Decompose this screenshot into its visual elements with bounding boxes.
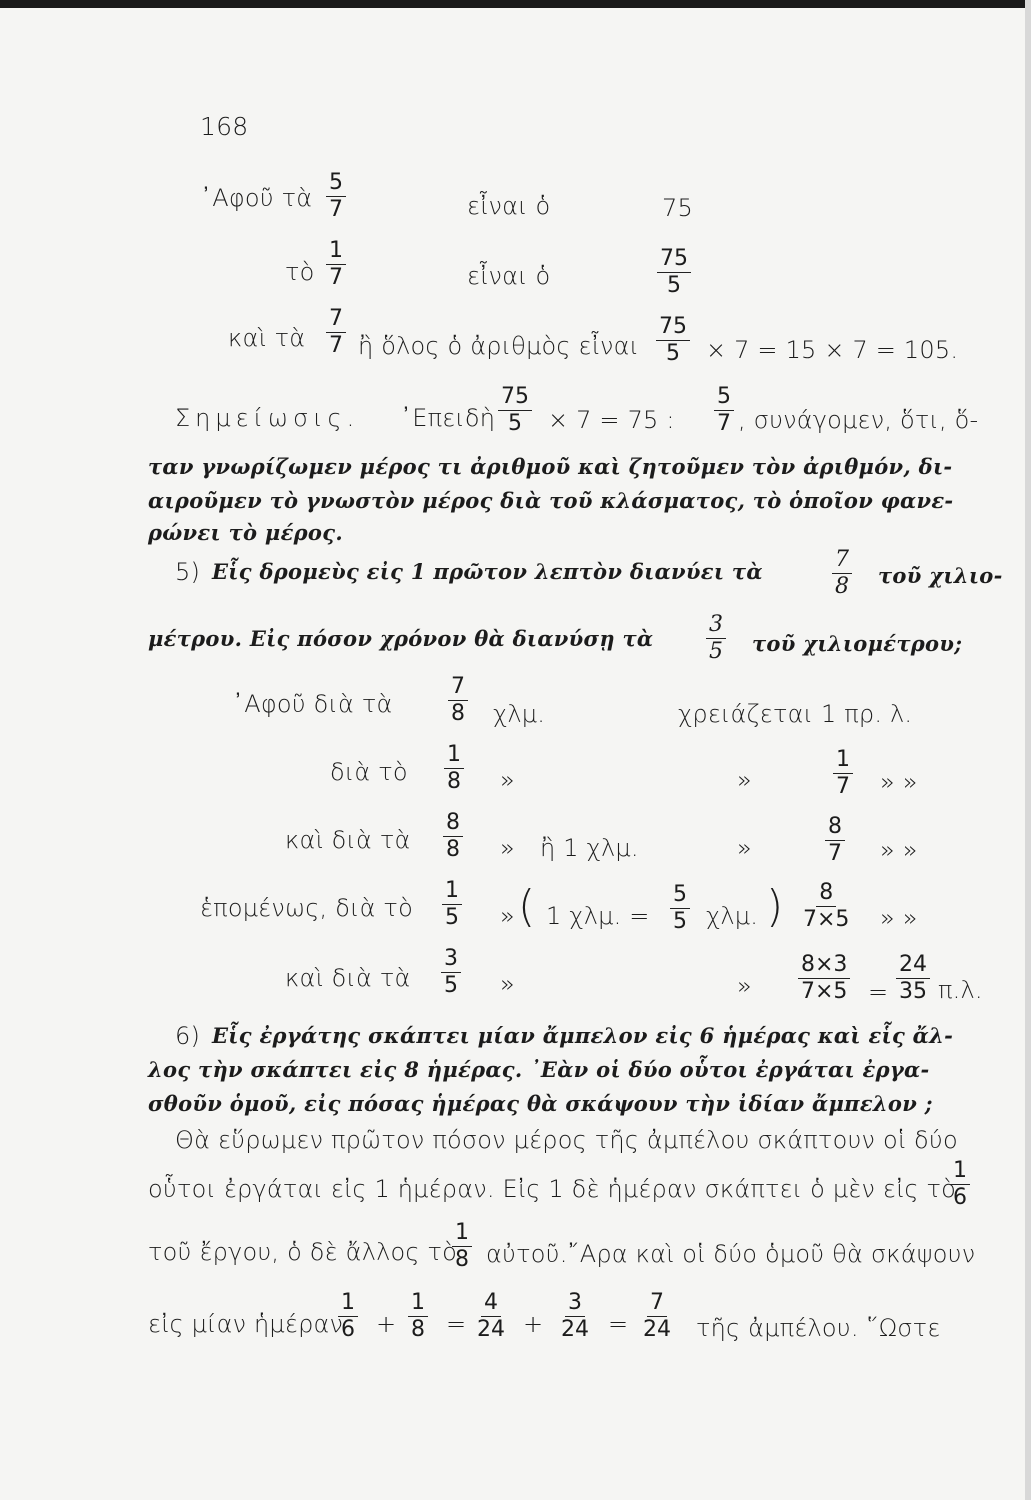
problem6-line6-fraction <box>452 1222 472 1271</box>
table-r4-lead: ἑπομένως, διὰ τὸ <box>200 894 413 922</box>
table-r2-fraction <box>444 744 464 793</box>
numerator: 7 <box>326 308 346 333</box>
numerator: 1 <box>833 749 853 774</box>
table-r5-ditto: » <box>500 970 515 998</box>
denominator: 7 <box>329 197 343 222</box>
numerator: 24 <box>896 954 930 979</box>
table-r4-ditto: » <box>500 902 515 930</box>
plus-sign-1: + <box>376 1310 397 1338</box>
numerator: 1 <box>950 1160 970 1185</box>
problem6-line-6a: τοῦ ἔργου, ὁ δὲ ἄλλος τὸ <box>148 1238 458 1266</box>
denominator: 5 <box>673 909 687 934</box>
table-r3-result <box>825 816 845 865</box>
table-r5-result-2 <box>896 954 930 1003</box>
table-r2-ditto-pair: » » <box>880 768 918 796</box>
numerator: 75 <box>656 316 690 341</box>
numerator: 3 <box>565 1292 585 1317</box>
b1-r2-value-fraction <box>657 248 691 297</box>
denominator: 5 <box>445 905 459 930</box>
b1-r1-fraction <box>326 172 346 221</box>
numerator: 75 <box>498 386 532 411</box>
b1-r3-fraction <box>326 308 346 357</box>
b1-r2-lead: τὸ <box>285 258 315 286</box>
denominator: 35 <box>899 979 927 1004</box>
numerator: 1 <box>442 880 462 905</box>
numerator: 1 <box>326 240 346 265</box>
table-r3-ditto-2: » <box>737 834 752 862</box>
numerator: 8×3 <box>798 954 850 979</box>
numerator: 1 <box>444 744 464 769</box>
denominator: 7 <box>329 333 343 358</box>
close-parenthesis: ) <box>766 881 784 932</box>
table-r3-lead: καὶ διὰ τὰ <box>285 826 411 854</box>
table-r5-result-1 <box>798 954 850 1003</box>
denominator: 24 <box>477 1317 505 1342</box>
denominator: 24 <box>643 1317 671 1342</box>
denominator: 6 <box>953 1185 967 1210</box>
scan-top-border <box>0 0 1031 8</box>
table-r3-fraction <box>443 812 463 861</box>
table-r5-fraction <box>441 948 461 997</box>
note-line-2: ταν γνωρίζωμεν μέρος τι ἀριθμοῦ καὶ ζητοῦμεν τὸν ἀριθμόν, δι- <box>148 454 953 479</box>
table-r5-unit: π.λ. <box>938 976 983 1004</box>
table-r4-result <box>800 882 852 931</box>
denominator: 7×5 <box>801 979 848 1004</box>
numerator: 75 <box>657 248 691 273</box>
b1-r2-mid: εἶναι ὁ <box>467 262 551 290</box>
equals-sign-1: = <box>446 1310 467 1338</box>
table-r2-ditto-2: » <box>737 766 752 794</box>
problem6-line-7b: τῆς ἀμπέλου. ῞Ωστε <box>696 1314 941 1342</box>
numerator: 5 <box>714 386 734 411</box>
sum-fraction-1 <box>338 1292 358 1341</box>
b1-r3-value-fraction <box>656 316 690 365</box>
denominator: 8 <box>447 769 461 794</box>
numerator: 1 <box>452 1222 472 1247</box>
table-r1-fraction <box>448 676 468 725</box>
numerator: 4 <box>481 1292 501 1317</box>
note-label: Σημείωσις. <box>175 404 360 432</box>
note-tail: , συνάγομεν, ὅτι, ὅ- <box>738 406 979 434</box>
note-lead: ᾿Επειδὴ <box>400 404 496 432</box>
problem6-line-2: λος τὴν σκάπτει εἰς 8 ἡμέρας. ᾿Εὰν οἱ δύο οὗτοι ἐργάται ἐργα- <box>148 1057 930 1082</box>
note-mid: × 7 = 75 : <box>548 406 675 434</box>
numerator: 7 <box>832 549 852 574</box>
table-r5-equals: = <box>868 978 889 1006</box>
note-line-4: ρώνει τὸ μέρος. <box>148 520 343 545</box>
scan-right-edge <box>1025 0 1031 1500</box>
note-fraction-1 <box>498 386 532 435</box>
b1-r2-fraction <box>326 240 346 289</box>
numerator: 8 <box>816 882 836 907</box>
numerator: 1 <box>408 1292 428 1317</box>
problem6-number: 6) <box>175 1022 201 1050</box>
problem6-line-3: σθοῦν ὁμοῦ, εἰς πόσας ἡμέρας θὰ σκάψουν τὴν ἰδίαν ἄμπελον ; <box>148 1091 933 1116</box>
table-r2-result <box>833 749 853 798</box>
denominator: 8 <box>446 837 460 862</box>
table-r1-lead: ᾿Αφοῦ διὰ τὰ <box>232 690 393 718</box>
table-r3-ditto: » <box>500 834 515 862</box>
table-r1-right: χρειάζεται 1 πρ. λ. <box>678 700 913 728</box>
sum-fraction-5 <box>640 1292 674 1341</box>
problem6-line-7a: εἰς μίαν ἡμέραν <box>148 1310 344 1338</box>
denominator: 5 <box>508 411 522 436</box>
table-r4-paren-a: 1 χλμ. = <box>546 902 650 930</box>
denominator: 5 <box>666 341 680 366</box>
page-number: 168 <box>200 112 249 141</box>
note-fraction-2 <box>714 386 734 435</box>
table-r4-paren-b: χλμ. <box>706 902 759 930</box>
problem5-fraction-2 <box>706 614 726 663</box>
denominator: 7 <box>836 774 850 799</box>
problem6-line-4: Θὰ εὕρωμεν πρῶτον πόσον μέρος τῆς ἀμπέλου σκάπτουν οἱ δύο <box>175 1126 958 1154</box>
table-r2-ditto: » <box>500 766 515 794</box>
equals-sign-2: = <box>608 1310 629 1338</box>
problem5-line2b: τοῦ χιλιομέτρου; <box>752 631 963 656</box>
denominator: 5 <box>667 273 681 298</box>
denominator: 8 <box>411 1317 425 1342</box>
table-r4-paren-fraction <box>670 884 690 933</box>
numerator: 8 <box>443 812 463 837</box>
problem5-line2a: μέτρου. Εἰς πόσον χρόνον θὰ διανύσῃ τὰ <box>148 626 654 651</box>
sum-fraction-3 <box>474 1292 508 1341</box>
b1-r3-tail: × 7 = 15 × 7 = 105. <box>706 336 959 364</box>
denominator: 24 <box>561 1317 589 1342</box>
table-r5-lead: καὶ διὰ τὰ <box>285 964 411 992</box>
numerator: 3 <box>441 948 461 973</box>
problem6-line-6b: αὐτοῦ.῎Αρα καὶ οἱ δύο ὁμοῦ θὰ σκάψουν <box>486 1240 976 1268</box>
problem5-line1b: τοῦ χιλιο- <box>878 563 1003 588</box>
denominator: 7 <box>329 265 343 290</box>
problem5-fraction-1 <box>832 549 852 598</box>
sum-fraction-2 <box>408 1292 428 1341</box>
problem5-number: 5) <box>175 558 201 586</box>
table-r3-mid: ἢ 1 χλμ. <box>540 834 639 862</box>
denominator: 7 <box>717 411 731 436</box>
numerator: 3 <box>706 614 726 639</box>
b1-r3-lead: καὶ τὰ <box>228 324 306 352</box>
b1-r1-value: 75 <box>662 194 693 222</box>
problem6-line-5: οὗτοι ἐργάται εἰς 1 ἡμέραν. Εἰς 1 δὲ ἡμέραν σκάπτει ὁ μὲν εἰς τὸ <box>148 1175 957 1203</box>
numerator: 1 <box>338 1292 358 1317</box>
table-r5-ditto-2: » <box>737 972 752 1000</box>
plus-sign-2: + <box>523 1310 544 1338</box>
denominator: 7 <box>828 841 842 866</box>
numerator: 7 <box>448 676 468 701</box>
numerator: 5 <box>326 172 346 197</box>
problem5-line1a: Εἷς δρομεὺς εἰς 1 πρῶτον λεπτὸν διανύει τὰ <box>212 559 763 584</box>
numerator: 8 <box>825 816 845 841</box>
problem6-line-1: Εἷς ἐργάτης σκάπτει μίαν ἄμπελον εἰς 6 ἡμέρας καὶ εἷς ἄλ- <box>212 1023 954 1048</box>
table-r1-unit: χλμ. <box>493 700 546 728</box>
table-r4-fraction <box>442 880 462 929</box>
table-r4-ditto-pair: » » <box>880 904 918 932</box>
denominator: 8 <box>835 574 849 599</box>
denominator: 8 <box>455 1247 469 1272</box>
numerator: 7 <box>647 1292 667 1317</box>
denominator: 5 <box>709 639 723 664</box>
sum-fraction-4 <box>558 1292 592 1341</box>
denominator: 7×5 <box>803 907 850 932</box>
b1-r1-mid: εἶναι ὁ <box>467 192 551 220</box>
note-line-3: αιροῦμεν τὸ γνωστὸν μέρος διὰ τοῦ κλάσματος, τὸ ὁποῖον φανε- <box>148 488 954 513</box>
table-r2-lead: διὰ τὸ <box>330 758 408 786</box>
denominator: 8 <box>451 701 465 726</box>
problem6-line5-fraction <box>950 1160 970 1209</box>
table-r3-ditto-pair: » » <box>880 836 918 864</box>
b1-r1-lead: ᾿Αφοῦ τὰ <box>200 184 313 212</box>
denominator: 5 <box>444 973 458 998</box>
numerator: 5 <box>670 884 690 909</box>
denominator: 6 <box>341 1317 355 1342</box>
open-parenthesis: ( <box>518 881 536 932</box>
b1-r3-mid: ἢ ὅλος ὁ ἀριθμὸς εἶναι <box>358 332 640 360</box>
